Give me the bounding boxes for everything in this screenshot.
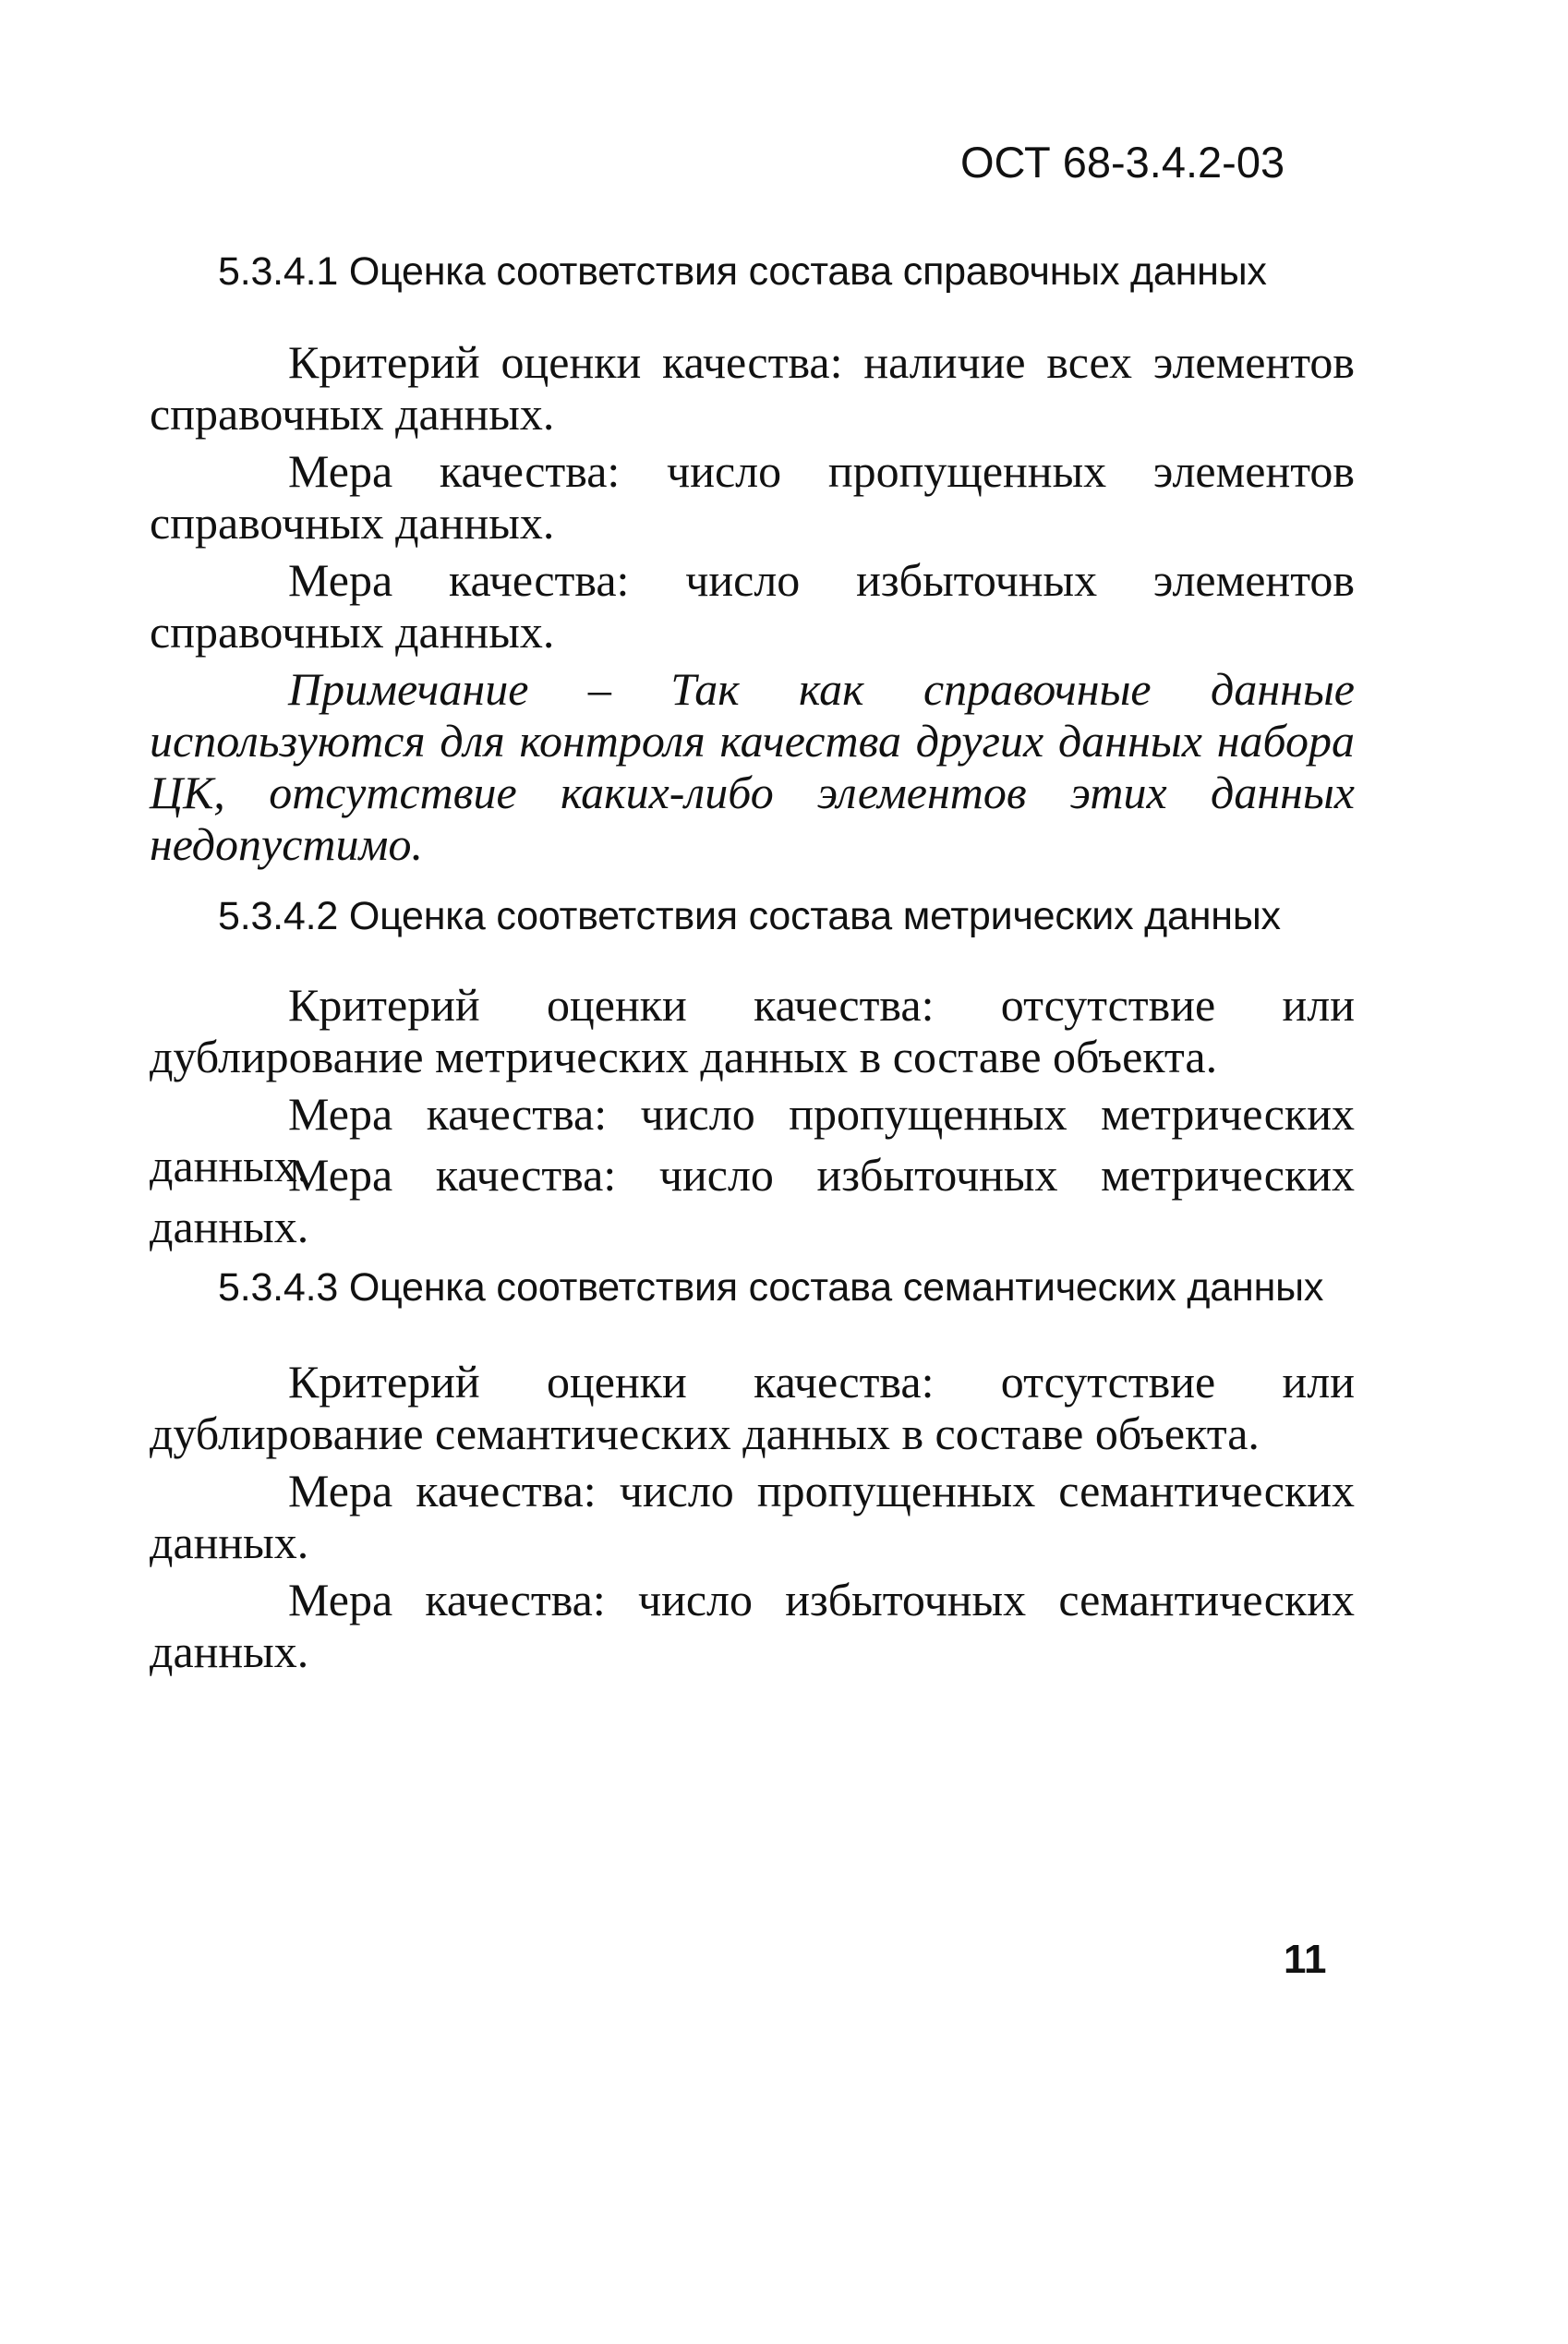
section-heading-5-3-4-3: 5.3.4.3 Оценка соответствия состава семантических данных [218, 1265, 1324, 1310]
paragraph-criterion: Критерий оценки качества: наличие всех элементов справочных данных. [150, 336, 1355, 440]
paragraph-measure-missing: Мера качества: число пропущенных метрических данных. [150, 1088, 1355, 1191]
paragraph-measure-excess: Мера качества: число избыточных элементов справочных данных. [150, 554, 1355, 658]
paragraph-criterion: Критерий оценки качества: отсутствие или дублирование метрических данных в составе объекта. [150, 979, 1355, 1082]
paragraph-criterion: Критерий оценки качества: отсутствие или дублирование семантических данных в составе объекта. [150, 1356, 1355, 1459]
paragraph-measure-missing: Мера качества: число пропущенных элементов справочных данных. [150, 445, 1355, 549]
paragraph-measure-missing: Мера качества: число пропущенных семантических данных. [150, 1465, 1355, 1568]
note-paragraph: Примечание – Так как справочные данные используются для контроля качества других данных набора ЦК, отсутствие каких-либо элементов этих данных недопустимо. [150, 663, 1355, 870]
paragraph-measure-excess: Мера качества: число избыточных семантических данных. [150, 1574, 1355, 1677]
paragraph-measure-excess: Мера качества: число избыточных метрических данных. [150, 1149, 1355, 1252]
section-heading-5-3-4-1: 5.3.4.1 Оценка соответствия состава справочных данных [218, 249, 1267, 294]
page-number: 11 [1284, 1937, 1327, 1982]
section-heading-5-3-4-2: 5.3.4.2 Оценка соответствия состава метрических данных [218, 894, 1281, 938]
document-code: ОСТ 68-3.4.2-03 [960, 138, 1285, 187]
